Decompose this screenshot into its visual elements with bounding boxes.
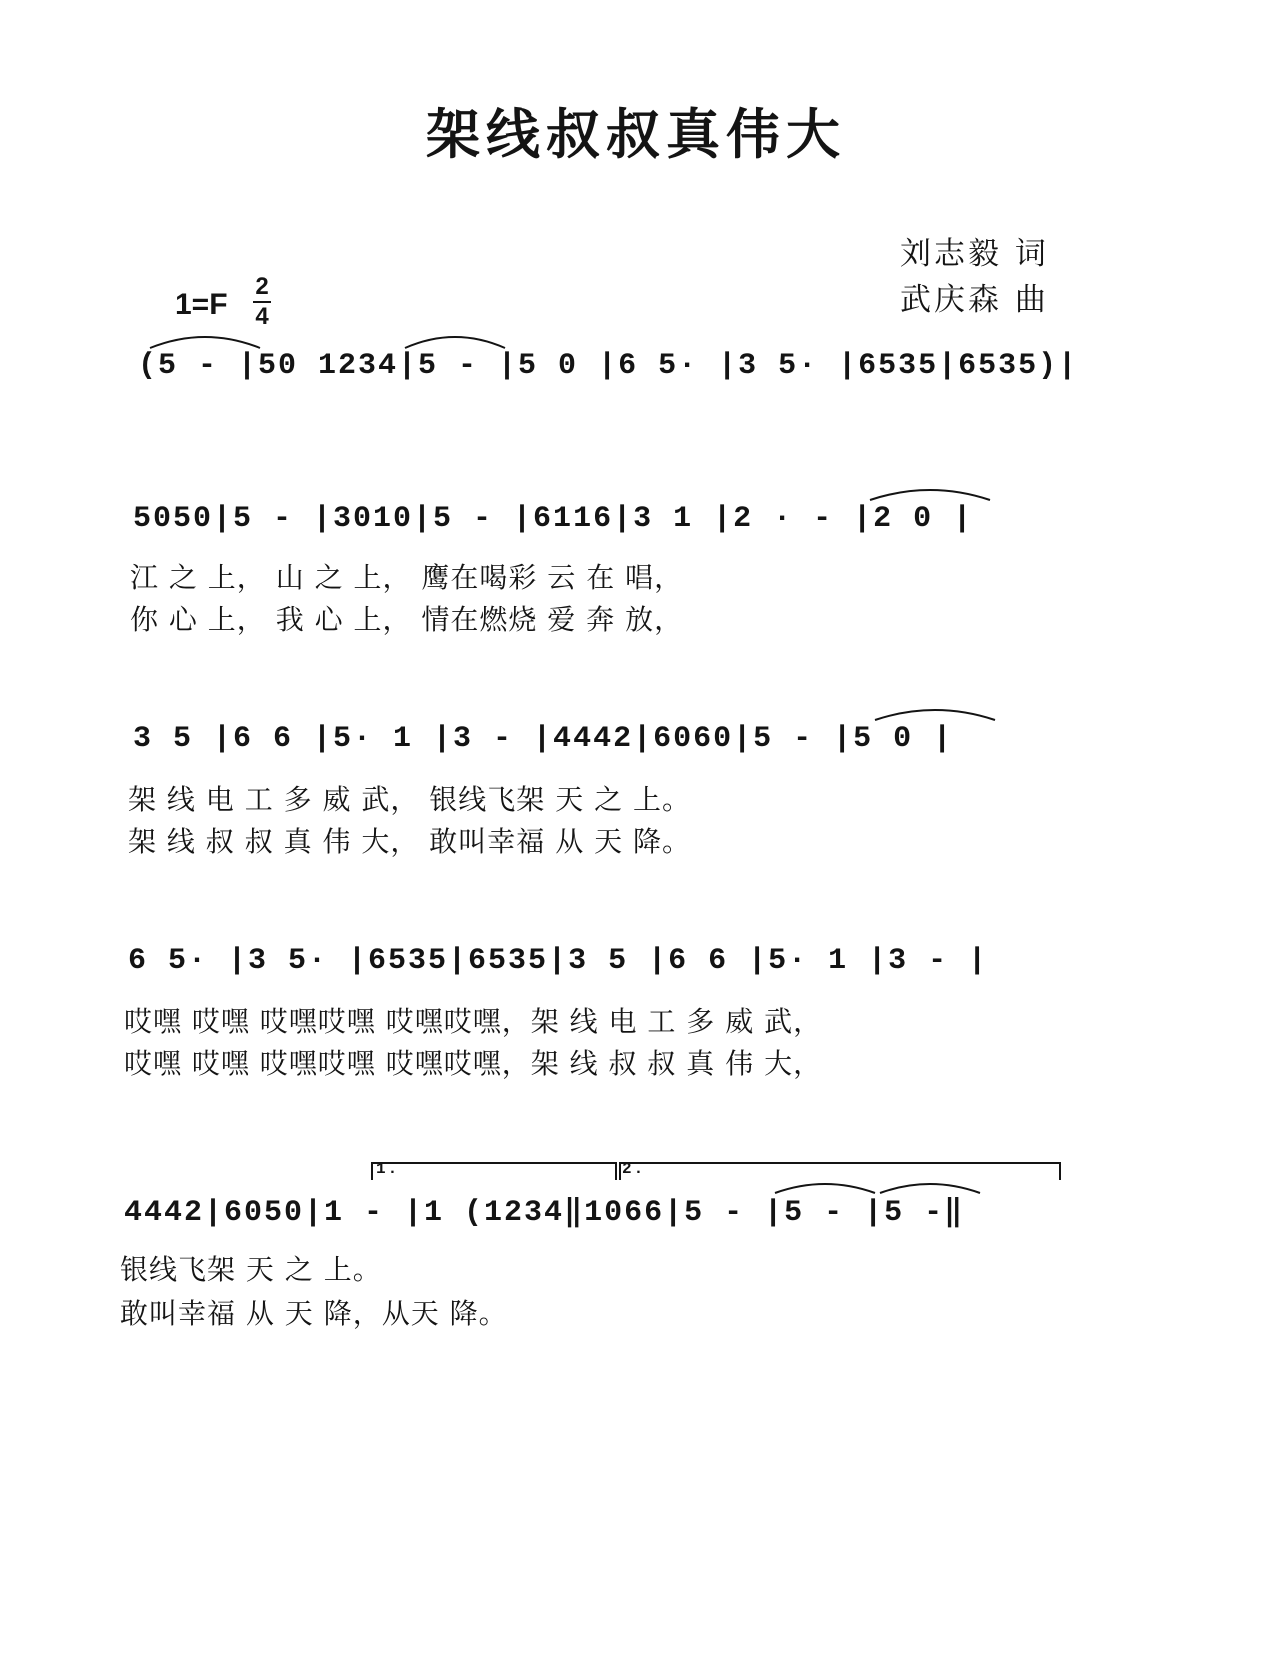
slur-2: [405, 337, 505, 348]
song-title: 架线叔叔真伟大: [426, 102, 846, 166]
second-ending-bracket: [620, 1163, 1060, 1180]
time-signature-top: 2: [255, 273, 269, 300]
lyric-line-2-verse-1: 江 之 上， 山 之 上， 鹰在喝彩 云 在 唱，: [130, 561, 684, 594]
staff-line-5: 4442|6050|1 - |1 (1234‖1066|5 - |5 - |5 -‖: [124, 1196, 965, 1230]
composer-credit: 武庆森 曲: [900, 282, 1049, 318]
lyric-line-5-verse-2: 敢叫幸福 从 天 降，从天 降。: [120, 1297, 508, 1330]
lyric-line-4-verse-1: 哎嘿 哎嘿 哎嘿哎嘿 哎嘿哎嘿，架 线 电 工 多 威 武，: [124, 1005, 823, 1038]
staff-line-3: 3 5 |6 6 |5· 1 |3 - |4442|6060|5 - |5 0 |: [133, 722, 954, 756]
lyric-line-2-verse-2: 你 心 上， 我 心 上， 情在燃烧 爱 奔 放，: [130, 603, 684, 636]
slur-6: [880, 1184, 980, 1193]
lyric-line-5-verse-1: 银线飞架 天 之 上。: [120, 1253, 382, 1286]
second-ending-label: 2.: [622, 1160, 646, 1178]
slur-4: [875, 710, 995, 720]
lyric-line-4-verse-2: 哎嘿 哎嘿 哎嘿哎嘿 哎嘿哎嘿，架 线 叔 叔 真 伟 大，: [124, 1047, 823, 1080]
slur-3: [870, 490, 990, 500]
slur-1: [150, 337, 260, 348]
lyricist-credit: 刘志毅 词: [900, 236, 1049, 272]
staff-line-2: 5050|5 - |3010|5 - |6116|3 1 |2 · - |2 0 |: [133, 502, 974, 536]
slur-5: [775, 1184, 875, 1193]
staff-line-4: 6 5· |3 5· |6535|6535|3 5 |6 6 |5· 1 |3 - |: [128, 944, 989, 978]
first-ending-label: 1.: [376, 1160, 400, 1178]
time-signature-bottom: 4: [255, 303, 269, 330]
key-signature: 1=F: [175, 288, 228, 321]
staff-line-1: (5 - |50 1234|5 - |5 0 |6 5· |3 5· |6535|6535)|: [138, 349, 1079, 383]
lyric-line-3-verse-2: 架 线 叔 叔 真 伟 大， 敢叫幸福 从 天 降。: [128, 825, 692, 858]
first-ending-bracket: [372, 1163, 616, 1180]
lyric-line-3-verse-1: 架 线 电 工 多 威 武， 银线飞架 天 之 上。: [128, 783, 692, 816]
